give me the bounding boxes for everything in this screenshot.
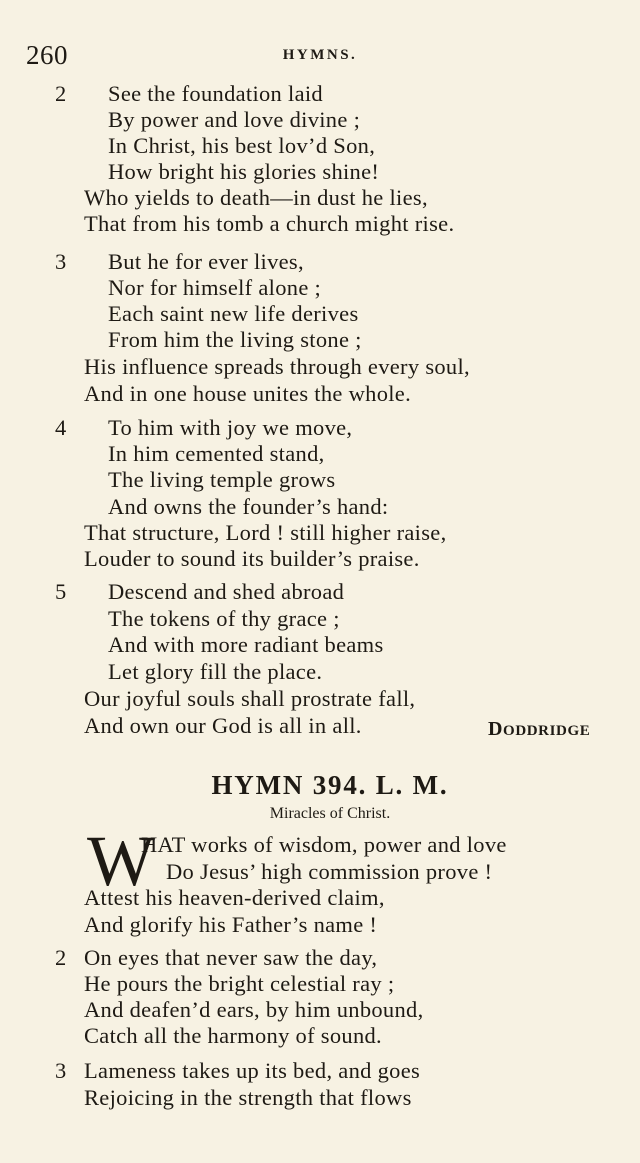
- verse-line: That structure, Lord ! still higher raise,: [84, 520, 447, 545]
- page-number: 260: [26, 40, 68, 70]
- verse-line: Attest his heaven-derived claim,: [84, 885, 385, 910]
- attribution-initial: D: [488, 718, 504, 740]
- running-title: HYMNS.: [282, 47, 358, 63]
- verse-number: 3: [55, 249, 67, 274]
- verse-line: Lameness takes up its bed, and goes: [84, 1058, 421, 1083]
- verse-number: 2: [55, 81, 67, 106]
- verse-line: Louder to sound its builder’s praise.: [84, 546, 420, 571]
- verse-line: Let glory fill the place.: [108, 659, 323, 684]
- verse-line: Nor for himself alone ;: [108, 275, 322, 300]
- verse-line: Who yields to death—in dust he lies,: [84, 185, 428, 210]
- verse-line: How bright his glories shine!: [108, 159, 380, 184]
- verse-line: Catch all the harmony of sound.: [84, 1023, 382, 1048]
- hymn-subtitle: Miracles of Christ.: [269, 805, 391, 822]
- attribution-rest: ODDRIDGE: [503, 723, 591, 739]
- verse-line: Each saint new life derives: [108, 301, 359, 326]
- hymn-title: HYMN 394. L. M.: [211, 770, 449, 800]
- verse-line: The tokens of thy grace ;: [108, 606, 340, 631]
- verse-line: The living temple grows: [108, 467, 336, 492]
- verse-line: Do Jesus’ high commission prove !: [166, 859, 493, 884]
- verse-line: See the foundation laid: [108, 81, 323, 106]
- verse-number: 3: [55, 1058, 67, 1083]
- running-head: [26, 40, 614, 70]
- verse-line: And in one house unites the whole.: [84, 381, 412, 406]
- verse-line: And glorify his Father’s name !: [84, 912, 378, 937]
- verse-line: And deafen’d ears, by him unbound,: [84, 997, 424, 1022]
- verse-line: In him cemented stand,: [108, 441, 325, 466]
- verse-line: Descend and shed abroad: [108, 579, 345, 604]
- verse-line: By power and love divine ;: [108, 107, 361, 132]
- verse-line: And with more radiant beams: [108, 632, 384, 657]
- verse-line: That from his tomb a church might rise.: [84, 211, 455, 236]
- verse-line: He pours the bright celestial ray ;: [84, 971, 395, 996]
- verse-number: 2: [55, 945, 67, 970]
- verse-number: 5: [55, 579, 67, 604]
- verse-number: 4: [55, 415, 67, 440]
- verse-line: HAT works of wisdom, power and love: [141, 832, 507, 857]
- verse-line: But he for ever lives,: [108, 249, 304, 274]
- author-attribution: [488, 716, 590, 744]
- verse-line: In Christ, his best lov’d Son,: [108, 133, 376, 158]
- verse-line: Rejoicing in the strength that flows: [84, 1085, 412, 1110]
- verse-line: To him with joy we move,: [108, 415, 353, 440]
- verse-line: From him the living stone ;: [108, 327, 362, 352]
- verse-line: On eyes that never saw the day,: [84, 945, 378, 970]
- verse-line: Our joyful souls shall prostrate fall,: [84, 686, 416, 711]
- drop-cap: W: [87, 821, 155, 901]
- verse-line: And own our God is all in all.: [84, 713, 362, 738]
- verse-line: His influence spreads through every soul,: [84, 354, 470, 379]
- verse-line: And owns the founder’s hand:: [108, 494, 389, 519]
